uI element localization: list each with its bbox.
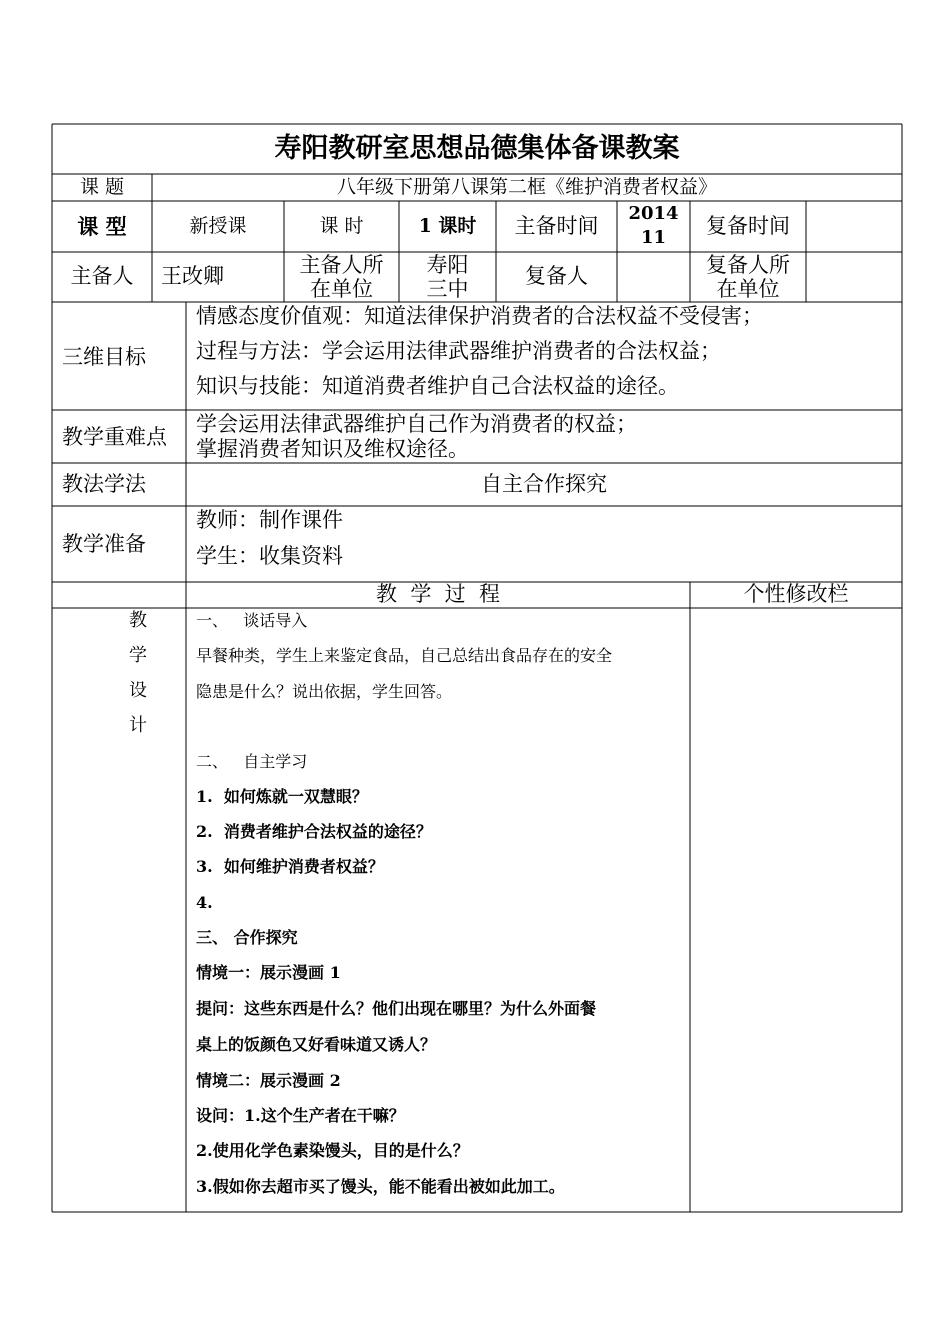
design-label-char: 学 bbox=[129, 645, 147, 666]
objective-knowledge: 知识与技能：知道消费者维护自己合法权益的途径。 bbox=[196, 374, 679, 398]
design-label-char: 计 bbox=[129, 715, 147, 736]
key-points-label: 教学重难点 bbox=[62, 425, 167, 449]
main-preparer-label: 主备人 bbox=[70, 264, 134, 288]
key-point-2: 掌握消费者知识及维权途径。 bbox=[196, 437, 469, 461]
reviewer-label: 复备人 bbox=[525, 264, 588, 288]
key-point-1: 学会运用法律武器维护自己作为消费者的权益； bbox=[196, 412, 637, 436]
unit-value-line2: 三中 bbox=[426, 277, 469, 301]
process-line: 2.使用化学色素染馒头，目的是什么？ bbox=[196, 1141, 469, 1160]
topic-label: 课 题 bbox=[79, 176, 125, 198]
unit-value-line1: 寿阳 bbox=[426, 253, 469, 277]
prep-time-label: 主备时间 bbox=[514, 214, 599, 238]
process-item: 3. 如何维护消费者权益？ bbox=[196, 857, 384, 876]
process-line: 隐患是什么？说出依据，学生回答。 bbox=[196, 682, 453, 701]
process-line: 情境二：展示漫画 2 bbox=[196, 1071, 341, 1090]
review-time-label: 复备时间 bbox=[706, 214, 790, 238]
design-label-char: 教 bbox=[129, 610, 147, 631]
objective-process: 过程与方法：学会运用法律武器维护消费者的合法权益； bbox=[196, 339, 721, 363]
revision-header: 个性修改栏 bbox=[743, 582, 849, 606]
reviewer-unit-label-line2: 在单位 bbox=[716, 277, 780, 301]
process-line: 3.假如你去超市买了馒头，能不能看出被如此加工。 bbox=[196, 1177, 565, 1196]
hours-label: 课 时 bbox=[319, 215, 364, 237]
process-item: 2. 消费者维护合法权益的途径？ bbox=[196, 822, 432, 841]
process-line: 情境一：展示漫画 1 bbox=[196, 963, 341, 982]
design-label-char: 设 bbox=[129, 680, 147, 701]
process-section-2: 二、 自主学习 bbox=[196, 752, 308, 771]
objectives-label: 三维目标 bbox=[62, 345, 146, 369]
process-line: 早餐种类，学生上来鉴定食品，自己总结出食品存在的安全 bbox=[196, 646, 613, 665]
process-line: 提问：这些东西是什么？他们出现在哪里？为什么外面餐 bbox=[196, 999, 597, 1018]
process-header: 教 学 过 程 bbox=[375, 582, 501, 606]
preparation-student: 学生：收集资料 bbox=[196, 544, 343, 568]
process-item: 4. bbox=[196, 893, 213, 912]
methods-label: 教法学法 bbox=[62, 472, 146, 496]
hours-value: 1 课时 bbox=[418, 215, 477, 237]
main-preparer-value: 王改卿 bbox=[161, 264, 224, 288]
preparation-teacher: 教师：制作课件 bbox=[196, 508, 343, 532]
process-line: 设问：1.这个生产者在干嘛？ bbox=[196, 1106, 405, 1125]
prep-time-value-month: 11 bbox=[640, 227, 667, 248]
process-section-3: 三、 合作探究 bbox=[196, 928, 298, 947]
prep-time-value-year: 2014 bbox=[628, 203, 679, 224]
page-title: 寿阳教研室思想品德集体备课教案 bbox=[274, 133, 680, 164]
reviewer-unit-label-line1: 复备人所 bbox=[706, 253, 790, 277]
topic-value: 八年级下册第八课第二框《维护消费者权益》 bbox=[336, 176, 717, 198]
type-value: 新授课 bbox=[189, 215, 247, 237]
unit-label-line2: 在单位 bbox=[310, 277, 373, 301]
type-label: 课 型 bbox=[77, 214, 127, 239]
objective-affect: 情感态度价值观：知道法律保护消费者的合法权益不受侵害； bbox=[196, 304, 763, 328]
process-item: 1. 如何炼就一双慧眼？ bbox=[196, 787, 368, 806]
process-section-1: 一、 谈话导入 bbox=[196, 611, 308, 630]
process-line: 桌上的饭颜色又好看味道又诱人？ bbox=[196, 1035, 437, 1054]
methods-value: 自主合作探究 bbox=[481, 472, 607, 496]
unit-label-line1: 主备人所 bbox=[299, 253, 384, 277]
preparation-label: 教学准备 bbox=[62, 532, 146, 556]
